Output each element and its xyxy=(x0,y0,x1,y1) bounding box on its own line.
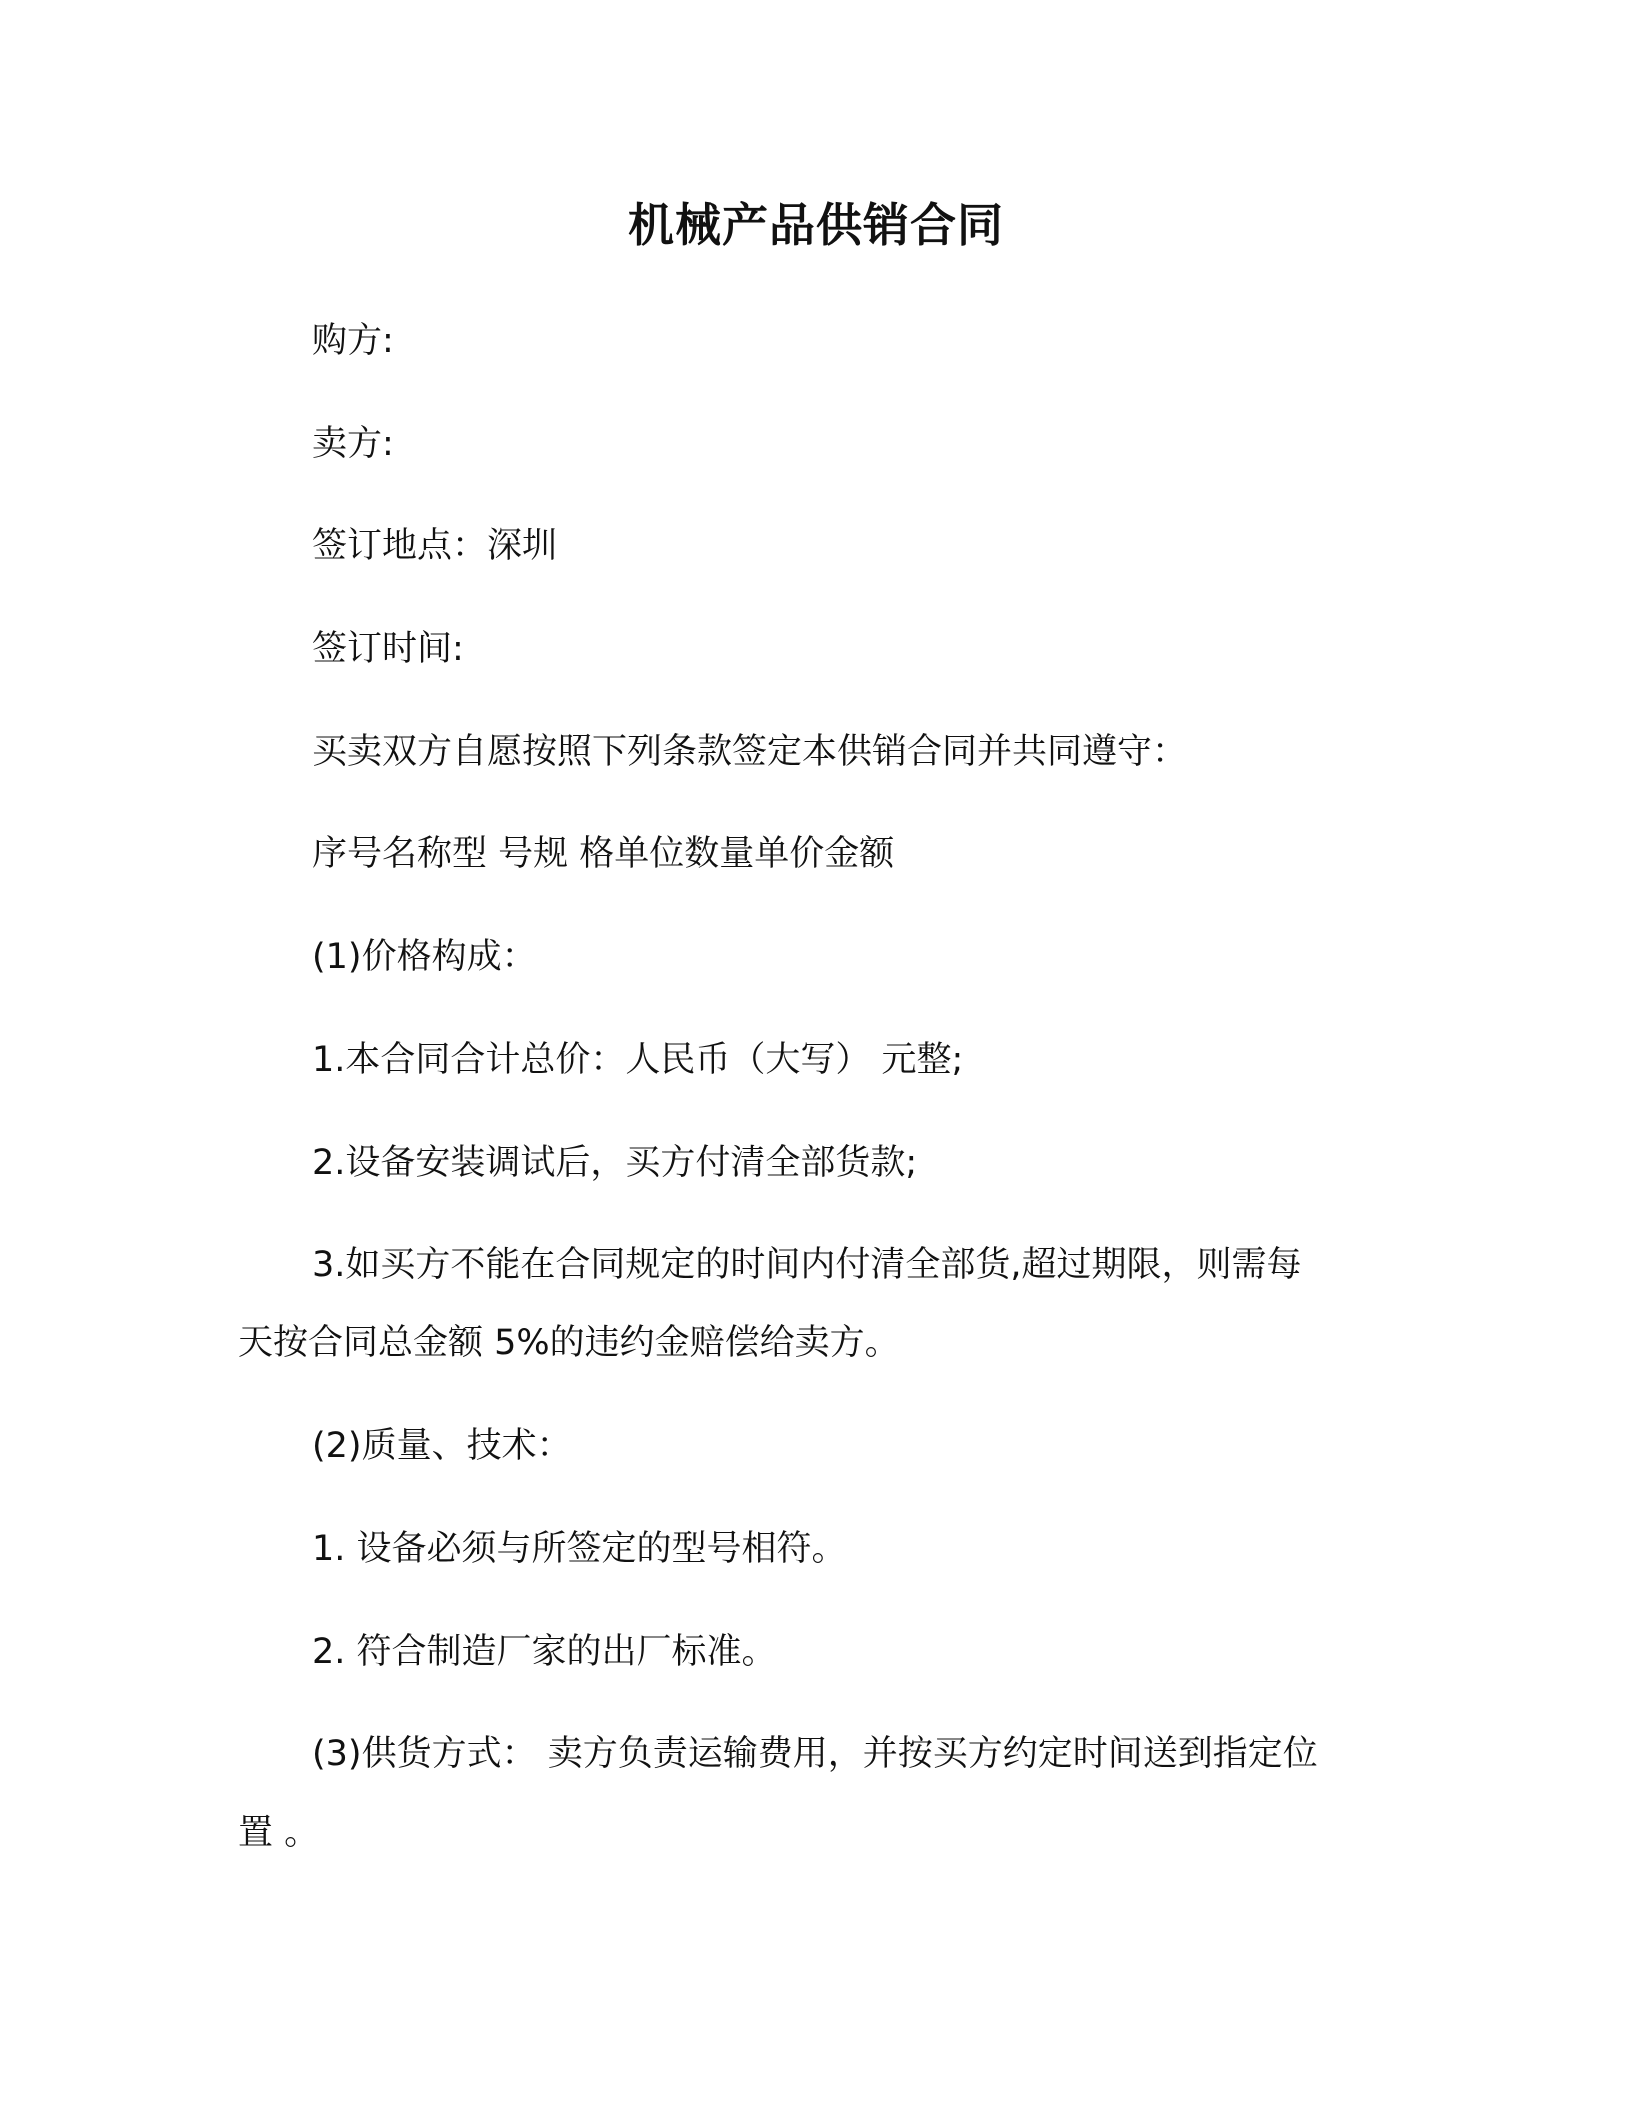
signing-place-line: 签订地点：深圳 xyxy=(312,526,558,566)
section-1-item-3-line-2: 天按合同总金额 5%的违约金赔偿给卖方。 xyxy=(238,1323,900,1363)
section-1-heading: (1)价格构成： xyxy=(312,937,537,977)
section-1-item-3-line-1: 3.如买方不能在合同规定的时间内付清全部货,超过期限，则需每 xyxy=(312,1245,1302,1285)
seller-line: 卖方: xyxy=(312,424,394,464)
table-header-line: 序号名称型 号规 格单位数量单价金额 xyxy=(312,834,895,874)
section-1-item-1: 1.本合同合计总价：人民币（大写） 元整; xyxy=(312,1040,964,1080)
signing-time-line: 签订时间: xyxy=(312,629,464,669)
section-2-item-2: 2. 符合制造厂家的出厂标准。 xyxy=(312,1632,777,1672)
section-3-line-2: 置 。 xyxy=(238,1813,320,1853)
section-3-line-1: (3)供货方式： 卖方负责运输费用，并按买方约定时间送到指定位 xyxy=(312,1734,1318,1774)
section-1-item-2: 2.设备安装调试后，买方付清全部货款; xyxy=(312,1143,918,1183)
contract-title: 机械产品供销合同 xyxy=(628,198,1004,252)
section-2-item-1: 1. 设备必须与所签定的型号相符。 xyxy=(312,1529,847,1569)
section-2-heading: (2)质量、技术： xyxy=(312,1426,572,1466)
intro-line: 买卖双方自愿按照下列条款签定本供销合同并共同遵守： xyxy=(312,732,1188,772)
buyer-line: 购方: xyxy=(312,321,394,361)
